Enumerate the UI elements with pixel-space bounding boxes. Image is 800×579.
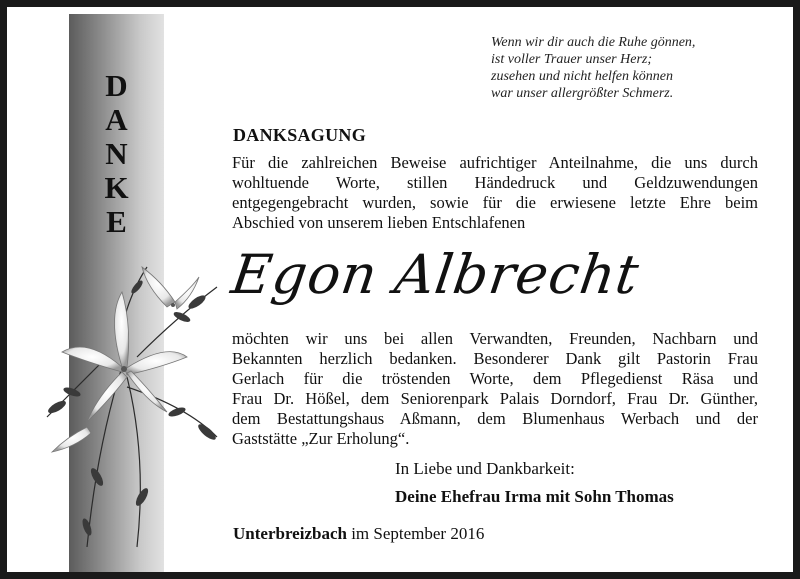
vertical-letter: D [105, 68, 128, 103]
lily-bouquet-illustration [27, 247, 227, 557]
vertical-letter: K [104, 170, 129, 205]
place-name: Unterbreizbach [233, 524, 347, 543]
text-line: wohltuende Worte, stillen Händedruck und Geldzuwendungen [232, 173, 758, 192]
deceased-name: Egon Albrecht [227, 243, 644, 306]
thank-you-paragraph-intro [232, 153, 758, 233]
vertical-letter: E [106, 204, 127, 239]
vertical-letter: A [105, 102, 128, 137]
text-line: Abschied von unserem lieben Entschlafenen [232, 213, 526, 232]
text-line: Frau Dr. Hößel, dem Seniorenpark Palais Dorndorf, Frau Dr. Günther, [232, 389, 758, 408]
text-line: möchten wir uns bei allen Verwandten, Freunden, Nachbarn und [232, 329, 758, 348]
obituary-card [7, 7, 793, 572]
text-line: entgegengebracht wurden, sowie für die erwiesene letzte Ehre beim [232, 193, 758, 212]
date-text: im September 2016 [351, 524, 485, 543]
poem-line: Wenn wir dir auch die Ruhe gönnen, [491, 35, 696, 50]
text-line: dem Bestattungshaus Aßmann, dem Blumenhaus Werbach und der [232, 409, 758, 428]
text-line: Gerlach für die tröstenden Worte, dem Pflegedienst Räsa und [232, 369, 758, 388]
vertical-word-danke [69, 69, 164, 239]
poem-verse [491, 34, 751, 102]
text-line: Für die zahlreichen Beweise aufrichtiger Anteilnahme, die uns durch [232, 153, 758, 172]
vertical-letter: N [105, 136, 128, 171]
poem-line: zusehen und nicht helfen können [491, 69, 673, 84]
signers-line: Deine Ehefrau Irma mit Sohn Thomas [395, 487, 674, 506]
closing-line: In Liebe und Dankbarkeit: [395, 459, 575, 478]
text-line: Bekannten herzlich bedanken. Besonderer Dank gilt Pastorin Frau [232, 349, 758, 368]
text-line: Gaststätte „Zur Erholung“. [232, 429, 410, 448]
place-and-date [233, 524, 484, 544]
poem-line: ist voller Trauer unser Herz; [491, 52, 652, 67]
thank-you-paragraph-recipients [232, 329, 758, 449]
heading-danksagung: DANKSAGUNG [233, 125, 367, 145]
poem-line: war unser allergrößter Schmerz. [491, 86, 674, 101]
